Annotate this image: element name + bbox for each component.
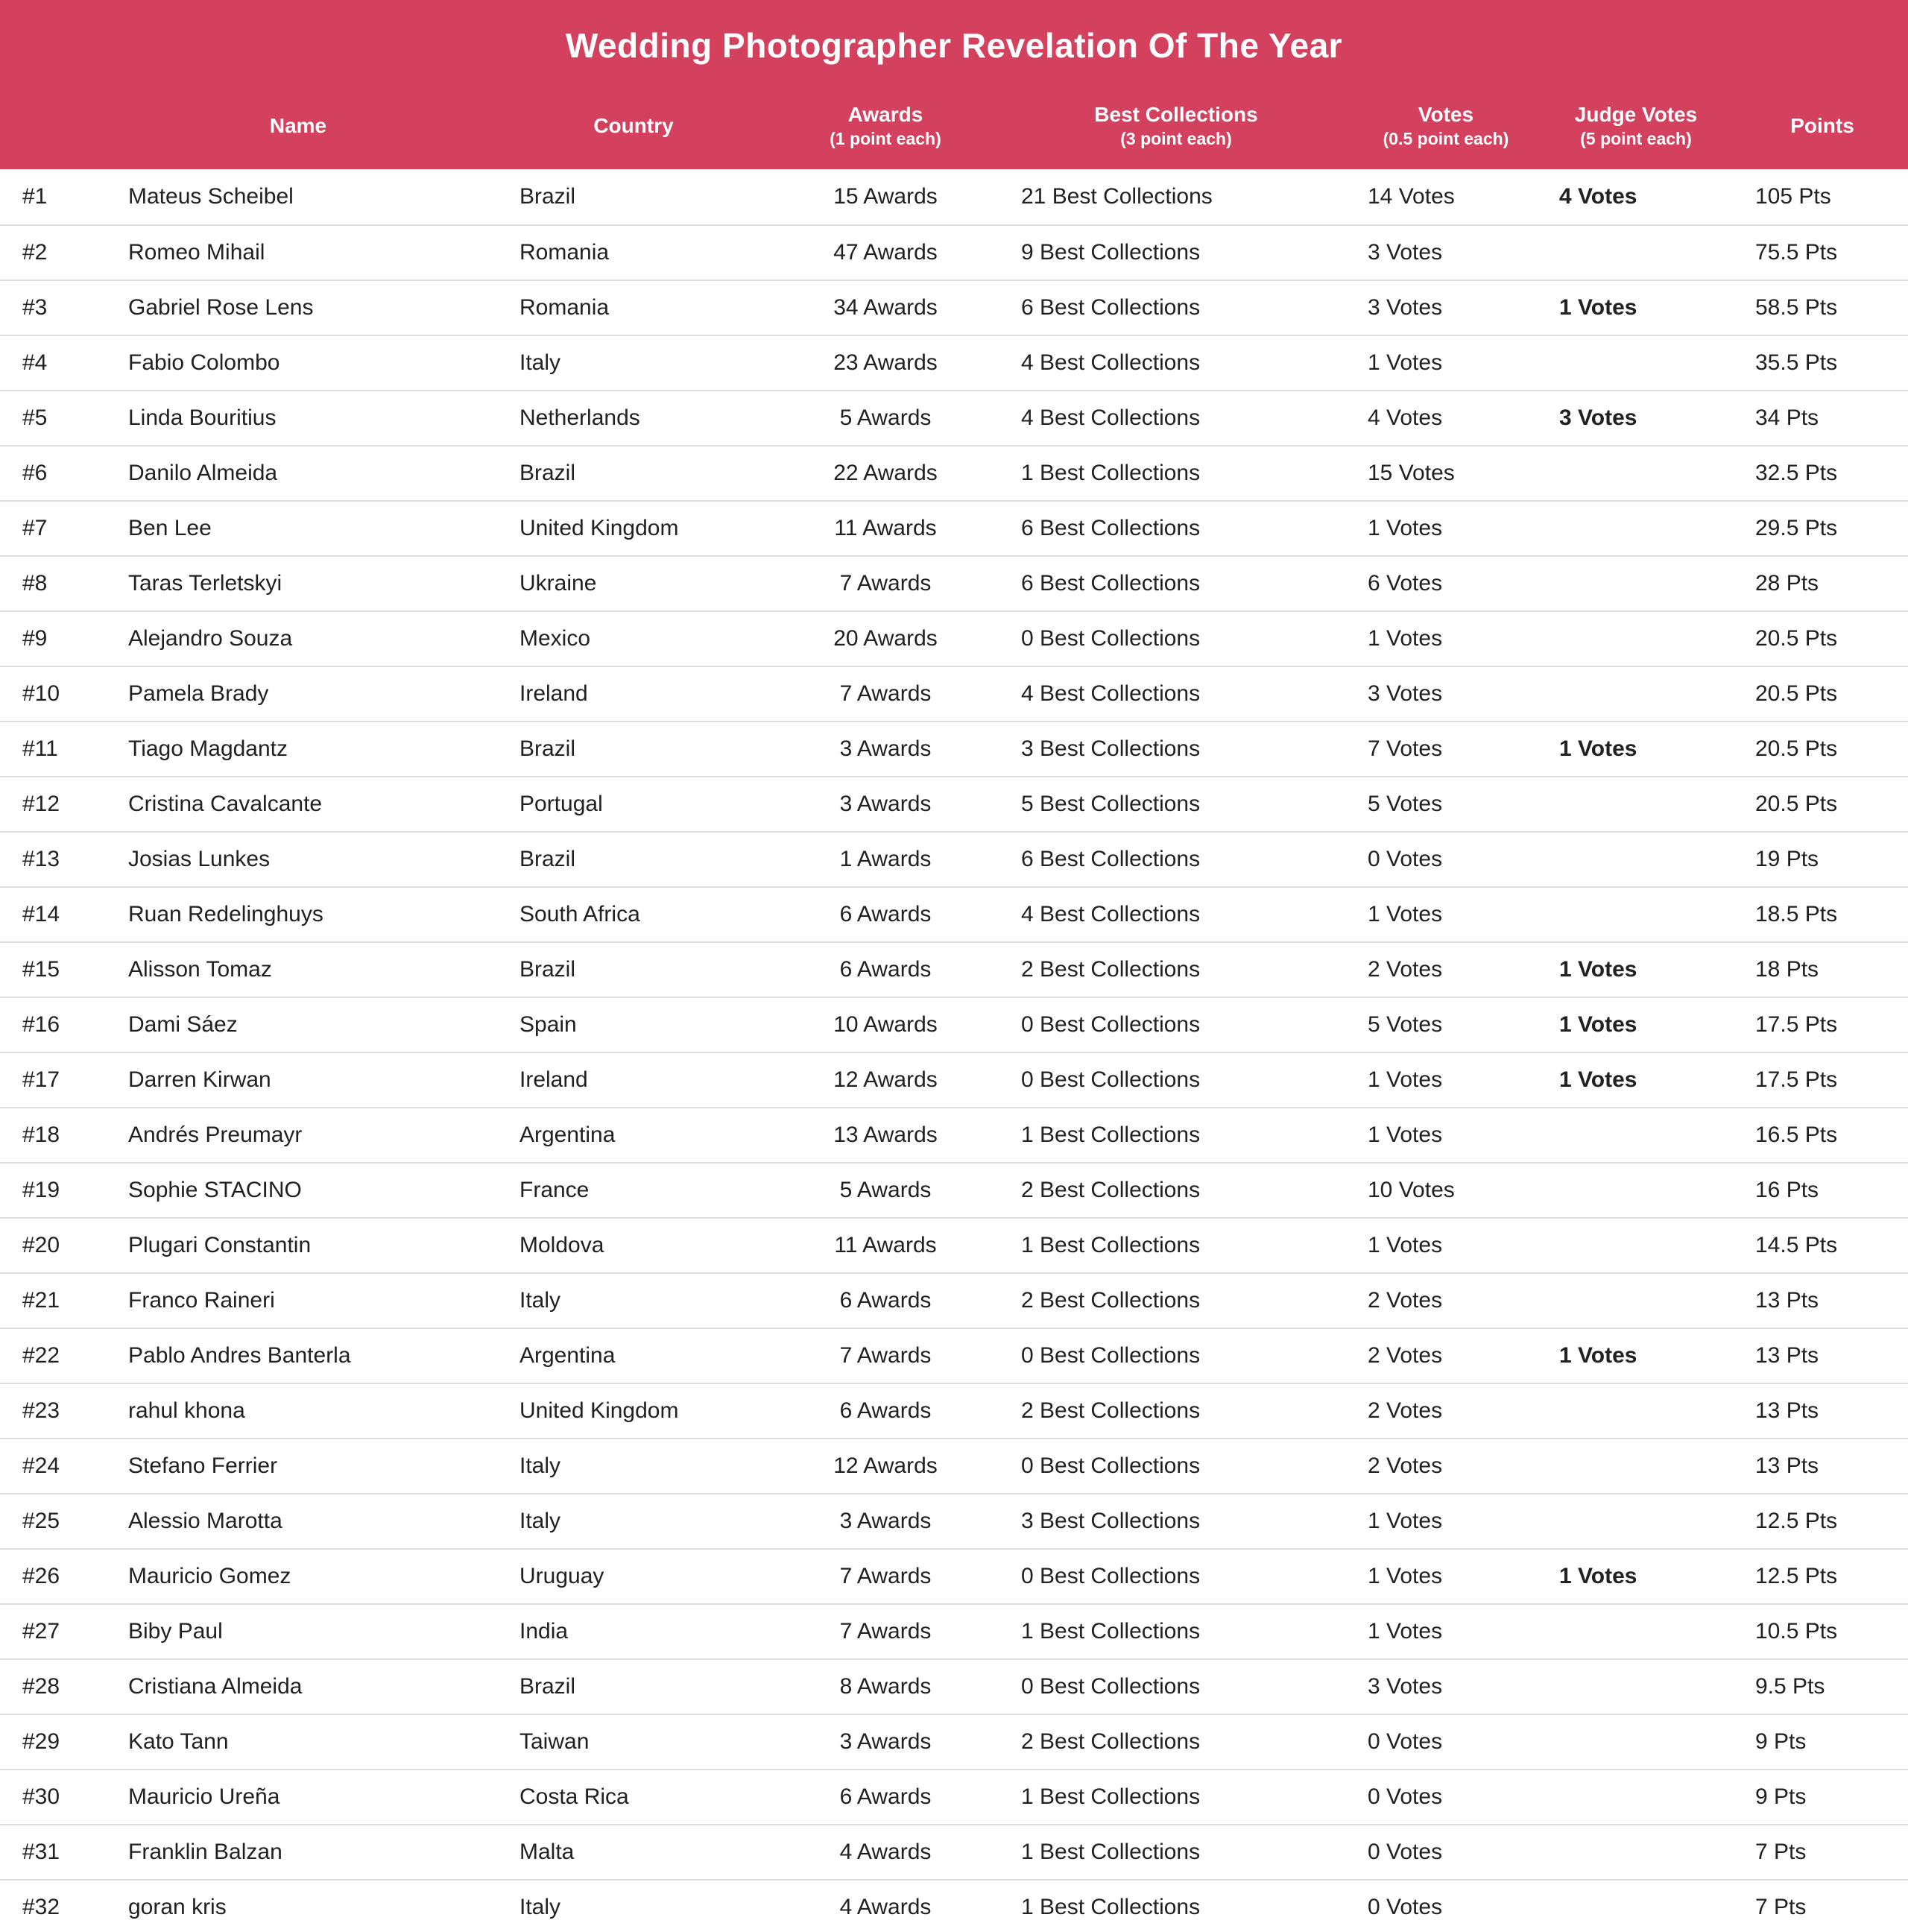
country-cell: Romania: [519, 295, 610, 320]
votes-cell: 1 Votes: [1368, 1564, 1443, 1588]
country-cell: Mexico: [519, 626, 591, 651]
rank-cell: #30: [22, 1784, 60, 1809]
votes-cell: 0 Votes: [1368, 847, 1443, 871]
awards-cell: 23 Awards: [833, 350, 938, 375]
table-row: [0, 1162, 1908, 1217]
points-cell: 32.5 Pts: [1755, 461, 1838, 485]
rank-cell: #29: [22, 1729, 60, 1754]
points-cell: 10.5 Pts: [1755, 1619, 1838, 1644]
name-cell: Andrés Preumayr: [128, 1123, 303, 1147]
name-cell: Kato Tann: [128, 1729, 229, 1754]
table-header: [0, 0, 1908, 169]
country-cell: Malta: [519, 1840, 575, 1864]
points-cell: 13 Pts: [1755, 1288, 1819, 1313]
name-cell: goran kris: [128, 1895, 227, 1919]
column-header-country: Country: [593, 113, 674, 137]
awards-cell: 7 Awards: [839, 1619, 932, 1644]
votes-cell: 5 Votes: [1368, 792, 1443, 816]
votes-cell: 1 Votes: [1368, 1067, 1443, 1092]
best-collections-cell: 1 Best Collections: [1021, 1233, 1201, 1257]
awards-cell: 7 Awards: [839, 571, 932, 596]
points-cell: 16.5 Pts: [1755, 1123, 1838, 1147]
name-cell: Alessio Marotta: [128, 1509, 282, 1533]
country-cell: France: [519, 1178, 590, 1202]
country-cell: Italy: [519, 350, 561, 375]
points-cell: 12.5 Pts: [1755, 1509, 1838, 1533]
points-cell: 20.5 Pts: [1755, 626, 1838, 651]
rank-cell: #12: [22, 792, 60, 816]
awards-cell: 10 Awards: [833, 1012, 938, 1037]
awards-cell: 1 Awards: [839, 847, 932, 871]
points-cell: 7 Pts: [1755, 1895, 1807, 1919]
name-cell: Dami Sáez: [128, 1012, 238, 1037]
table-row: [0, 1328, 1908, 1383]
best-collections-cell: 1 Best Collections: [1021, 1619, 1201, 1644]
column-header-row: [0, 82, 1908, 169]
best-collections-cell: 2 Best Collections: [1021, 957, 1201, 982]
name-cell: Franco Raineri: [128, 1288, 275, 1313]
awards-cell: 4 Awards: [839, 1895, 932, 1919]
name-cell: Cristiana Almeida: [128, 1674, 303, 1699]
votes-cell: 2 Votes: [1368, 1398, 1443, 1423]
rank-cell: #14: [22, 902, 60, 926]
awards-cell: 7 Awards: [839, 681, 932, 706]
votes-cell: 0 Votes: [1368, 1895, 1443, 1919]
column-header-name: Name: [269, 113, 327, 137]
best-collections-cell: 6 Best Collections: [1021, 295, 1201, 320]
votes-cell: 1 Votes: [1368, 902, 1443, 926]
best-collections-cell: 1 Best Collections: [1021, 1784, 1201, 1809]
judge-votes-cell: 1 Votes: [1559, 1564, 1637, 1588]
rank-cell: #1: [22, 184, 48, 209]
best-collections-cell: 1 Best Collections: [1021, 1123, 1201, 1147]
points-cell: 9 Pts: [1755, 1784, 1807, 1809]
country-cell: Moldova: [519, 1233, 604, 1257]
best-collections-cell: 2 Best Collections: [1021, 1729, 1201, 1754]
best-collections-cell: 0 Best Collections: [1021, 1564, 1201, 1588]
rank-cell: #13: [22, 847, 60, 871]
table-row: [0, 721, 1908, 776]
rank-cell: #5: [22, 405, 48, 430]
rank-cell: #7: [22, 516, 48, 540]
table-row: [0, 280, 1908, 335]
country-cell: Portugal: [519, 792, 603, 816]
best-collections-cell: 0 Best Collections: [1021, 1343, 1201, 1368]
rank-cell: #3: [22, 295, 48, 320]
points-cell: 18.5 Pts: [1755, 902, 1838, 926]
country-cell: Taiwan: [519, 1729, 590, 1754]
country-cell: Italy: [519, 1453, 561, 1478]
votes-cell: 14 Votes: [1368, 184, 1455, 209]
country-cell: Italy: [519, 1509, 561, 1533]
best-collections-cell: 3 Best Collections: [1021, 736, 1201, 761]
best-collections-cell: 6 Best Collections: [1021, 847, 1201, 871]
country-cell: Brazil: [519, 736, 576, 761]
rank-cell: #8: [22, 571, 48, 596]
votes-cell: 15 Votes: [1368, 461, 1455, 485]
rank-cell: #4: [22, 350, 48, 375]
best-collections-cell: 21 Best Collections: [1021, 184, 1213, 209]
best-collections-cell: 0 Best Collections: [1021, 1012, 1201, 1037]
judge-votes-cell: 1 Votes: [1559, 295, 1637, 320]
votes-cell: 2 Votes: [1368, 1343, 1443, 1368]
name-cell: Alejandro Souza: [128, 626, 293, 651]
points-cell: 20.5 Pts: [1755, 681, 1838, 706]
table-row: [0, 776, 1908, 831]
best-collections-cell: 2 Best Collections: [1021, 1398, 1201, 1423]
country-cell: United Kingdom: [519, 1398, 679, 1423]
name-cell: Cristina Cavalcante: [128, 792, 323, 816]
country-cell: Argentina: [519, 1343, 616, 1368]
awards-cell: 6 Awards: [839, 1784, 932, 1809]
country-cell: Netherlands: [519, 405, 640, 430]
votes-cell: 2 Votes: [1368, 1288, 1443, 1313]
name-cell: Linda Bouritius: [128, 405, 277, 430]
awards-cell: 12 Awards: [833, 1453, 938, 1478]
votes-cell: 3 Votes: [1368, 681, 1443, 706]
rank-cell: #31: [22, 1840, 60, 1864]
points-cell: 13 Pts: [1755, 1453, 1819, 1478]
name-cell: Romeo Mihail: [128, 240, 265, 265]
country-cell: Brazil: [519, 461, 576, 485]
rank-cell: #26: [22, 1564, 60, 1588]
rank-cell: #19: [22, 1178, 60, 1202]
points-cell: 16 Pts: [1755, 1178, 1819, 1202]
name-cell: Ruan Redelinghuys: [128, 902, 323, 926]
rank-cell: #2: [22, 240, 48, 265]
judge-votes-cell: 1 Votes: [1559, 1067, 1637, 1092]
country-cell: India: [519, 1619, 569, 1644]
table-row: [0, 1603, 1908, 1658]
table-row: [0, 1879, 1908, 1932]
awards-cell: 6 Awards: [839, 957, 932, 982]
country-cell: Italy: [519, 1288, 561, 1313]
votes-cell: 1 Votes: [1368, 1123, 1443, 1147]
column-header-judge-votes: Judge Votes (5 point each): [1574, 102, 1698, 148]
name-cell: Sophie STACINO: [128, 1178, 302, 1202]
table-row: [0, 1493, 1908, 1548]
table-row: [0, 666, 1908, 721]
votes-cell: 5 Votes: [1368, 1012, 1443, 1037]
points-cell: 75.5 Pts: [1755, 240, 1838, 265]
country-cell: Brazil: [519, 184, 576, 209]
name-cell: Franklin Balzan: [128, 1840, 282, 1864]
votes-cell: 7 Votes: [1368, 736, 1443, 761]
rank-cell: #23: [22, 1398, 60, 1423]
table-row: [0, 500, 1908, 555]
points-cell: 17.5 Pts: [1755, 1012, 1838, 1037]
votes-cell: 0 Votes: [1368, 1840, 1443, 1864]
votes-cell: 1 Votes: [1368, 1619, 1443, 1644]
name-cell: Mateus Scheibel: [128, 184, 294, 209]
votes-cell: 2 Votes: [1368, 1453, 1443, 1478]
points-cell: 13 Pts: [1755, 1398, 1819, 1423]
country-cell: Brazil: [519, 957, 576, 982]
name-cell: Pamela Brady: [128, 681, 269, 706]
table-row: [0, 1714, 1908, 1769]
name-cell: Josias Lunkes: [128, 847, 271, 871]
rank-cell: #15: [22, 957, 60, 982]
judge-votes-cell: 3 Votes: [1559, 405, 1637, 430]
best-collections-cell: 9 Best Collections: [1021, 240, 1201, 265]
name-cell: Darren Kirwan: [128, 1067, 271, 1092]
name-cell: Mauricio Ureña: [128, 1784, 280, 1809]
name-cell: Stefano Ferrier: [128, 1453, 278, 1478]
rank-cell: #27: [22, 1619, 60, 1644]
column-header-awards: Awards (1 point each): [830, 102, 941, 148]
points-cell: 35.5 Pts: [1755, 350, 1838, 375]
rank-cell: #9: [22, 626, 48, 651]
best-collections-cell: 6 Best Collections: [1021, 516, 1201, 540]
judge-votes-cell: 1 Votes: [1559, 736, 1637, 761]
table-row: [0, 1272, 1908, 1328]
points-cell: 58.5 Pts: [1755, 295, 1838, 320]
awards-cell: 3 Awards: [839, 736, 932, 761]
votes-cell: 1 Votes: [1368, 626, 1443, 651]
table-row: [0, 1107, 1908, 1162]
awards-cell: 5 Awards: [839, 1178, 932, 1202]
awards-cell: 22 Awards: [833, 461, 938, 485]
points-cell: 105 Pts: [1755, 184, 1831, 209]
table-row: [0, 1383, 1908, 1438]
rank-cell: #20: [22, 1233, 60, 1257]
table-row: [0, 169, 1908, 224]
rank-cell: #17: [22, 1067, 60, 1092]
best-collections-cell: 5 Best Collections: [1021, 792, 1201, 816]
table-row: [0, 555, 1908, 610]
awards-cell: 12 Awards: [833, 1067, 938, 1092]
awards-cell: 6 Awards: [839, 902, 932, 926]
awards-cell: 3 Awards: [839, 792, 932, 816]
table-row: [0, 1052, 1908, 1107]
best-collections-cell: 1 Best Collections: [1021, 1840, 1201, 1864]
judge-votes-cell: 1 Votes: [1559, 1343, 1637, 1368]
awards-cell: 7 Awards: [839, 1343, 932, 1368]
country-cell: Ukraine: [519, 571, 597, 596]
table-row: [0, 610, 1908, 666]
name-cell: Plugari Constantin: [128, 1233, 312, 1257]
points-cell: 20.5 Pts: [1755, 736, 1838, 761]
awards-cell: 6 Awards: [839, 1288, 932, 1313]
table-row: [0, 1769, 1908, 1824]
column-header-points: Points: [1790, 113, 1854, 137]
awards-cell: 34 Awards: [833, 295, 938, 320]
best-collections-cell: 0 Best Collections: [1021, 1067, 1201, 1092]
country-cell: Argentina: [519, 1123, 616, 1147]
rank-cell: #6: [22, 461, 48, 485]
name-cell: Danilo Almeida: [128, 461, 278, 485]
votes-cell: 1 Votes: [1368, 350, 1443, 375]
awards-cell: 13 Awards: [833, 1123, 938, 1147]
name-cell: Biby Paul: [128, 1619, 223, 1644]
votes-cell: 0 Votes: [1368, 1729, 1443, 1754]
best-collections-cell: 0 Best Collections: [1021, 1453, 1201, 1478]
points-cell: 9 Pts: [1755, 1729, 1807, 1754]
points-cell: 17.5 Pts: [1755, 1067, 1838, 1092]
table-row: [0, 335, 1908, 390]
best-collections-cell: 2 Best Collections: [1021, 1288, 1201, 1313]
awards-cell: 15 Awards: [833, 184, 938, 209]
best-collections-cell: 1 Best Collections: [1021, 1895, 1201, 1919]
table-row: [0, 941, 1908, 997]
table-row: [0, 1824, 1908, 1879]
table-row: [0, 224, 1908, 280]
country-cell: United Kingdom: [519, 516, 679, 540]
name-cell: Fabio Colombo: [128, 350, 280, 375]
name-cell: Mauricio Gomez: [128, 1564, 291, 1588]
rank-cell: #22: [22, 1343, 60, 1368]
votes-cell: 3 Votes: [1368, 295, 1443, 320]
votes-cell: 3 Votes: [1368, 240, 1443, 265]
awards-cell: 8 Awards: [839, 1674, 932, 1699]
points-cell: 34 Pts: [1755, 405, 1819, 430]
table-row: [0, 831, 1908, 886]
country-cell: Ireland: [519, 681, 588, 706]
awards-cell: 5 Awards: [839, 405, 932, 430]
awards-cell: 3 Awards: [839, 1729, 932, 1754]
table-row: [0, 390, 1908, 445]
points-cell: 20.5 Pts: [1755, 792, 1838, 816]
rank-cell: #11: [22, 736, 58, 761]
points-cell: 7 Pts: [1755, 1840, 1807, 1864]
table-row: [0, 1658, 1908, 1714]
votes-cell: 1 Votes: [1368, 516, 1443, 540]
country-cell: Spain: [519, 1012, 577, 1037]
name-cell: rahul khona: [128, 1398, 245, 1423]
awards-cell: 4 Awards: [839, 1840, 932, 1864]
country-cell: Brazil: [519, 1674, 576, 1699]
name-cell: Ben Lee: [128, 516, 212, 540]
votes-cell: 3 Votes: [1368, 1674, 1443, 1699]
best-collections-cell: 2 Best Collections: [1021, 1178, 1201, 1202]
best-collections-cell: 4 Best Collections: [1021, 902, 1201, 926]
best-collections-cell: 4 Best Collections: [1021, 681, 1201, 706]
points-cell: 18 Pts: [1755, 957, 1819, 982]
table-row: [0, 1217, 1908, 1272]
table-row: [0, 1548, 1908, 1603]
points-cell: 13 Pts: [1755, 1343, 1819, 1368]
votes-cell: 10 Votes: [1368, 1178, 1455, 1202]
country-cell: Ireland: [519, 1067, 588, 1092]
best-collections-cell: 0 Best Collections: [1021, 1674, 1201, 1699]
column-header-best-collections: Best Collections (3 point each): [1094, 102, 1258, 148]
column-header-rank: [0, 82, 104, 169]
rank-cell: #21: [22, 1288, 60, 1313]
country-cell: Italy: [519, 1895, 561, 1919]
awards-cell: 11 Awards: [834, 516, 937, 540]
name-cell: Tiago Magdantz: [128, 736, 288, 761]
country-cell: Brazil: [519, 847, 576, 871]
points-cell: 28 Pts: [1755, 571, 1819, 596]
name-cell: Taras Terletskyi: [128, 571, 282, 596]
best-collections-cell: 4 Best Collections: [1021, 350, 1201, 375]
best-collections-cell: 4 Best Collections: [1021, 405, 1201, 430]
points-cell: 19 Pts: [1755, 847, 1819, 871]
rank-cell: #32: [22, 1895, 60, 1919]
votes-cell: 1 Votes: [1368, 1233, 1443, 1257]
rank-cell: #18: [22, 1123, 60, 1147]
best-collections-cell: 1 Best Collections: [1021, 461, 1201, 485]
awards-cell: 11 Awards: [834, 1233, 937, 1257]
table-body: [0, 169, 1908, 1932]
awards-cell: 20 Awards: [833, 626, 938, 651]
page-title: Wedding Photographer Revelation Of The Year: [565, 26, 1343, 65]
country-cell: Uruguay: [519, 1564, 604, 1588]
rank-cell: #25: [22, 1509, 60, 1533]
judge-votes-cell: 4 Votes: [1559, 184, 1637, 209]
awards-cell: 3 Awards: [839, 1509, 932, 1533]
table-row: [0, 1438, 1908, 1493]
judge-votes-cell: 1 Votes: [1559, 1012, 1637, 1037]
best-collections-cell: 0 Best Collections: [1021, 626, 1201, 651]
name-cell: Alisson Tomaz: [128, 957, 272, 982]
column-header-votes: Votes (0.5 point each): [1383, 102, 1509, 148]
votes-cell: 6 Votes: [1368, 571, 1443, 596]
best-collections-cell: 3 Best Collections: [1021, 1509, 1201, 1533]
points-cell: 14.5 Pts: [1755, 1233, 1838, 1257]
votes-cell: 1 Votes: [1368, 1509, 1443, 1533]
judge-votes-cell: 1 Votes: [1559, 957, 1637, 982]
rank-cell: #24: [22, 1453, 60, 1478]
points-cell: 29.5 Pts: [1755, 516, 1838, 540]
name-cell: Gabriel Rose Lens: [128, 295, 314, 320]
table-row: [0, 997, 1908, 1052]
title-bar: [0, 0, 1908, 82]
awards-cell: 6 Awards: [839, 1398, 932, 1423]
points-cell: 9.5 Pts: [1755, 1674, 1825, 1699]
votes-cell: 4 Votes: [1368, 405, 1443, 430]
votes-cell: 2 Votes: [1368, 957, 1443, 982]
table-row: [0, 886, 1908, 941]
awards-cell: 47 Awards: [833, 240, 938, 265]
name-cell: Pablo Andres Banterla: [128, 1343, 351, 1368]
country-cell: Costa Rica: [519, 1784, 629, 1809]
country-cell: South Africa: [519, 902, 640, 926]
table-row: [0, 445, 1908, 500]
rank-cell: #28: [22, 1674, 60, 1699]
best-collections-cell: 6 Best Collections: [1021, 571, 1201, 596]
rank-cell: #10: [22, 681, 60, 706]
votes-cell: 0 Votes: [1368, 1784, 1443, 1809]
country-cell: Romania: [519, 240, 610, 265]
points-cell: 12.5 Pts: [1755, 1564, 1838, 1588]
awards-cell: 7 Awards: [839, 1564, 932, 1588]
rank-cell: #16: [22, 1012, 60, 1037]
